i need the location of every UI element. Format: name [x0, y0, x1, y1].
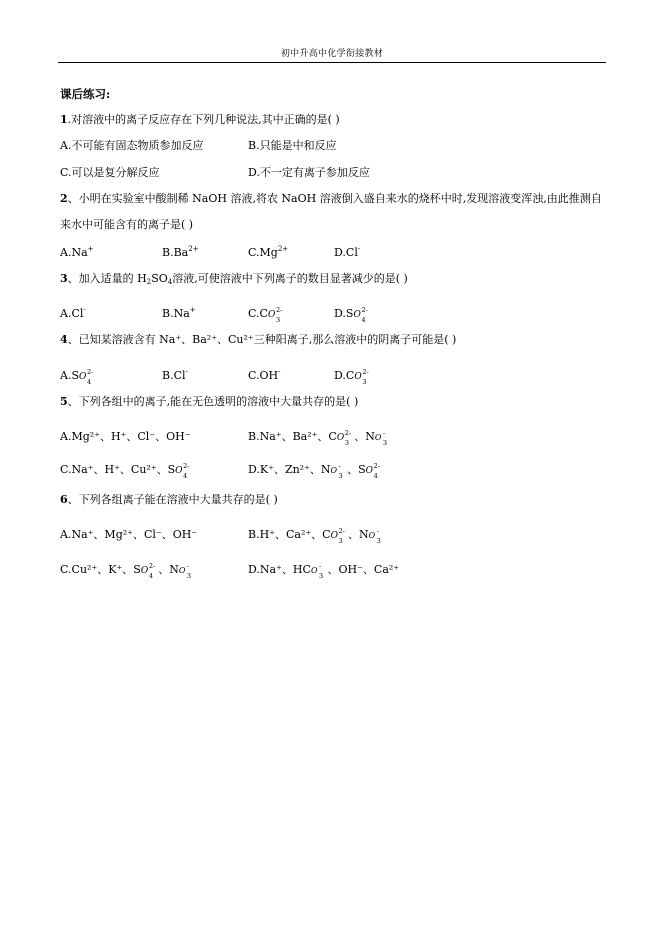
- oxygen-symbol: O: [267, 310, 276, 320]
- ion-subscript: 3: [338, 472, 343, 480]
- charge: -: [278, 368, 281, 376]
- ion-subscript: 3: [275, 316, 281, 324]
- header-divider: [58, 62, 606, 63]
- ion-subscript: 4: [86, 378, 92, 386]
- ion-charge: -: [382, 429, 386, 437]
- question-2: [60, 186, 608, 238]
- q3-option-b: [162, 306, 196, 322]
- ion-subscript: 3: [344, 439, 349, 447]
- ion-subscript: 3: [186, 572, 191, 580]
- charge: +: [87, 245, 94, 253]
- charge: -: [185, 368, 188, 376]
- ion-charge: -: [376, 527, 379, 535]
- ion-charge: 2-: [183, 462, 190, 470]
- question-1: [60, 111, 340, 129]
- q1-option-d: D.不一定有离子参加反应: [248, 166, 370, 179]
- oxygen-symbol: O: [178, 566, 186, 575]
- option-text: 、OH⁻、Ca²⁺: [327, 563, 400, 576]
- option-text: B.Ba: [162, 246, 189, 259]
- ion-subscript: 3: [318, 572, 324, 580]
- ion-charge: 2-: [86, 368, 94, 376]
- question-text: .对溶液中的离子反应存在下列几种说法,其中正确的是( ): [67, 113, 340, 126]
- ion-charge: 2-: [373, 462, 380, 470]
- q2-option-b: [162, 245, 199, 261]
- question-text: SO: [151, 272, 168, 285]
- ion-charge: 2-: [344, 429, 352, 437]
- ion-charge: 2-: [148, 562, 156, 570]
- question-3: [60, 270, 408, 288]
- oxygen-symbol: O: [353, 310, 361, 320]
- sulfate-ion-formula: [365, 462, 380, 480]
- charge: 2+: [188, 245, 199, 253]
- question-number: 4: [60, 333, 68, 346]
- question-5: [60, 393, 358, 411]
- nitrate-ion-formula: [374, 429, 387, 447]
- option-text: A.Cl: [60, 307, 84, 320]
- ion-charge: 2-: [275, 306, 283, 314]
- subscript: 2: [146, 278, 152, 286]
- charge: -: [357, 245, 361, 253]
- q2-option-a: [60, 245, 94, 261]
- question-number: 2: [60, 192, 68, 205]
- carbonate-ion-formula: [267, 306, 283, 324]
- question-number: 1: [60, 113, 68, 126]
- option-text: 、S: [347, 463, 366, 476]
- q2-option-d: [334, 245, 360, 261]
- option-text: B.Cl: [162, 369, 186, 382]
- option-text: 、N: [347, 528, 369, 541]
- question-text: 、下列各组中的离子,能在无色透明的溶液中大量共存的是( ): [67, 395, 359, 408]
- q3-option-c: [248, 306, 283, 324]
- nitrate-ion-formula: [178, 562, 191, 580]
- q5-option-a: A.Mg²⁺、H⁺、Cl⁻、OH⁻: [60, 430, 191, 443]
- option-text: D.S: [334, 307, 354, 320]
- ion-charge: 2-: [361, 306, 368, 314]
- question-text: 、下列各组离子能在溶液中大量共存的是( ): [67, 493, 278, 506]
- q5-option-d: [248, 462, 380, 480]
- carbonate-ion-formula: [354, 368, 369, 386]
- oxygen-symbol: O: [354, 372, 362, 382]
- q5-option-b: [248, 429, 387, 447]
- oxygen-symbol: O: [78, 372, 87, 382]
- question-6: [60, 491, 278, 509]
- q1-option-a: A.不可能有固态物质参加反应: [60, 139, 204, 152]
- option-text: B.Na: [162, 307, 190, 320]
- sulfate-ion-formula: [353, 306, 368, 324]
- carbonate-ion-formula: [336, 429, 352, 447]
- option-text: A.Na: [60, 246, 88, 259]
- ion-subscript: 3: [376, 537, 381, 545]
- option-text: 、N: [354, 430, 375, 443]
- q6-option-c: [60, 562, 191, 580]
- question-4: [60, 331, 456, 349]
- oxygen-symbol: O: [336, 433, 345, 443]
- oxygen-symbol: O: [175, 466, 183, 476]
- question-number: 6: [60, 493, 68, 506]
- option-text: C.Na⁺、H⁺、Cu²⁺、S: [60, 463, 176, 476]
- ion-charge: -: [338, 462, 341, 470]
- option-text: 、N: [158, 563, 179, 576]
- sulfate-ion-formula: [175, 462, 190, 480]
- nitrate-ion-formula: [368, 527, 381, 545]
- ion-subscript: 4: [373, 472, 378, 480]
- subscript: 4: [167, 278, 173, 286]
- question-text: 溶液,可使溶液中下列离子的数目显著减少的是( ): [172, 272, 408, 285]
- question-number: 3: [60, 272, 68, 285]
- q4-option-b: [162, 368, 188, 384]
- q5-option-c: [60, 462, 190, 480]
- oxygen-symbol: O: [330, 531, 338, 541]
- bicarbonate-ion-formula: [310, 562, 324, 580]
- q6-option-d: [248, 562, 399, 579]
- q4-option-a: [60, 368, 94, 386]
- q2-option-c: [248, 245, 288, 261]
- question-number: 5: [60, 395, 68, 408]
- option-text: C.Cu²⁺、K⁺、S: [60, 563, 141, 576]
- option-text: C.C: [248, 307, 268, 320]
- oxygen-symbol: O: [365, 466, 374, 476]
- q4-option-d: [334, 368, 369, 386]
- ion-subscript: 3: [362, 378, 367, 386]
- ion-charge: -: [186, 562, 190, 570]
- carbonate-ion-formula: [330, 527, 345, 545]
- ion-subscript: 3: [382, 439, 387, 447]
- page-header: 初中升高中化学衔接教材: [280, 49, 384, 59]
- q1-option-c: C.可以是复分解反应: [60, 166, 160, 179]
- q1-option-b: B.只能是中和反应: [248, 139, 337, 152]
- oxygen-symbol: O: [330, 466, 338, 475]
- question-text: 、已知某溶液含有 Na⁺、Ba²⁺、Cu²⁺三种阳离子,那么溶液中的阴离子可能是( ): [67, 333, 457, 346]
- ion-subscript: 3: [338, 537, 343, 545]
- ion-charge: -: [318, 562, 322, 570]
- q4-option-c: [248, 368, 281, 384]
- ion-charge: 2-: [338, 527, 345, 535]
- section-title: 课后练习:: [60, 87, 111, 101]
- option-text: B.Na⁺、Ba²⁺、C: [248, 430, 337, 443]
- option-text: D.K⁺、Zn²⁺、N: [248, 463, 331, 476]
- oxygen-symbol: O: [140, 566, 149, 576]
- charge: +: [189, 306, 196, 314]
- oxygen-symbol: O: [374, 433, 382, 442]
- oxygen-symbol: O: [368, 531, 376, 540]
- question-text: 、加入适量的 H: [67, 272, 147, 285]
- ion-subscript: 4: [148, 572, 153, 580]
- charge: 2+: [277, 245, 289, 253]
- option-text: D.Cl: [334, 246, 358, 259]
- sulfate-ion-formula: [78, 368, 94, 386]
- option-text: D.Na⁺、HC: [248, 563, 311, 576]
- option-text: C.Mg: [248, 246, 278, 259]
- ion-charge: 2-: [362, 368, 369, 376]
- nitrate-ion-formula: [330, 462, 343, 480]
- ion-subscript: 4: [361, 316, 366, 324]
- option-text: B.H⁺、Ca²⁺、C: [248, 528, 331, 541]
- sulfate-ion-formula: [140, 562, 156, 580]
- q6-option-a: A.Na⁺、Mg²⁺、Cl⁻、OH⁻: [60, 528, 198, 541]
- oxygen-symbol: O: [310, 566, 318, 575]
- charge: -: [83, 306, 86, 314]
- q3-option-a: [60, 306, 86, 322]
- question-text: 、小明在实验室中酸制稀 NaOH 溶液,将农 NaOH 溶液倒入盛自来水的烧杯中时,发现溶液变浑浊,由此推测自来水中可能含有的离子是( ): [60, 192, 602, 231]
- option-text: A.S: [60, 369, 79, 382]
- option-text: C.OH: [248, 369, 279, 382]
- q6-option-b: [248, 527, 381, 545]
- ion-subscript: 4: [183, 472, 188, 480]
- q3-option-d: [334, 306, 368, 324]
- option-text: D.C: [334, 369, 355, 382]
